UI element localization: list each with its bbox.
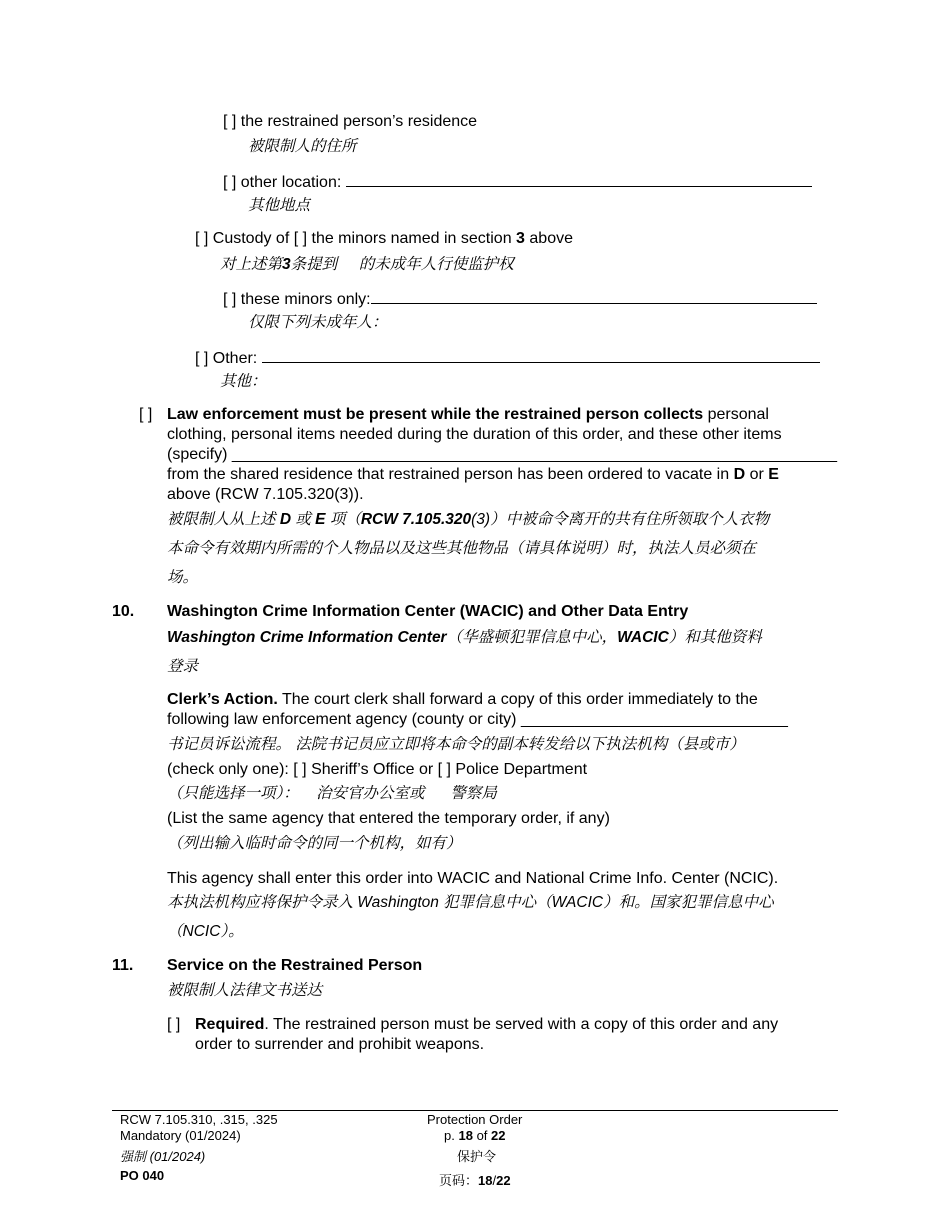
law-enforcement-checkbox[interactable]: [ ] bbox=[139, 406, 153, 423]
check-only-one-zh: （只能选择一项）： 治安官办公室或 警察局 bbox=[167, 785, 497, 802]
law-enforcement-line-5: above (RCW 7.105.320(3)). bbox=[167, 486, 364, 503]
these-minors-blank[interactable] bbox=[371, 288, 817, 304]
residence-option-zh: 被限制人的住所 bbox=[248, 138, 357, 155]
clerk-action-agency-field[interactable]: following law enforcement agency (county or city) ______________________________ bbox=[167, 711, 788, 728]
other-option[interactable]: [ ] Other: bbox=[195, 347, 820, 369]
section-11-title: Service on the Restrained Person bbox=[167, 957, 423, 974]
clerk-action-line-1: Clerk’s Action. The court clerk shall forward a copy of this order immediately to the bbox=[167, 691, 758, 708]
section-11-number: 11. bbox=[112, 957, 134, 974]
footer-page-zh: 页码：18/22 bbox=[439, 1173, 511, 1188]
law-enforcement-line-4: from the shared residence that restrained person has been ordered to vacate in D or E bbox=[167, 466, 779, 483]
these-minors-zh: 仅限下列未成年人： bbox=[248, 314, 388, 331]
footer-rule bbox=[112, 1110, 838, 1111]
custody-option[interactable]: [ ] Custody of [ ] the minors named in section 3 above bbox=[195, 230, 573, 247]
law-enforcement-line-2: clothing, personal items needed during the duration of this order, and these other items bbox=[167, 426, 782, 443]
agency-enter-order: This agency shall enter this order into WACIC and National Crime Info. Center (NCIC). bbox=[167, 870, 779, 887]
section-10-title: Washington Crime Information Center (WACIC) and Other Data Entry bbox=[167, 603, 689, 620]
required-checkbox[interactable]: [ ] bbox=[167, 1016, 181, 1033]
other-blank[interactable] bbox=[262, 347, 820, 363]
footer-mandatory-zh: 强制 (01/2024) bbox=[120, 1149, 206, 1164]
other-zh: 其他： bbox=[220, 373, 267, 390]
law-enforcement-zh-1: 被限制人从上述 D 或 E 项（RCW 7.105.320(3)）中被命令离开的共有住所领取个人衣物 bbox=[167, 511, 770, 528]
custody-zh: 对上述第3条提到 的未成年人行使监护权 bbox=[220, 256, 514, 273]
check-only-one[interactable]: (check only one): [ ] Sheriff’s Office or [ ] Police Department bbox=[167, 761, 588, 778]
required-line-2: order to surrender and prohibit weapons. bbox=[195, 1036, 485, 1053]
law-enforcement-specify[interactable]: (specify) ____________________________________________________________________ bbox=[167, 446, 837, 463]
footer-rcw: RCW 7.105.310, .315, .325 bbox=[120, 1112, 278, 1127]
law-enforcement-zh-3: 场。 bbox=[167, 569, 199, 586]
law-enforcement-line-1: Law enforcement must be present while the restrained person collects personal bbox=[167, 406, 769, 423]
other-location-zh: 其他地点 bbox=[248, 197, 311, 214]
residence-option[interactable]: [ ] the restrained person’s residence bbox=[223, 113, 478, 130]
other-location-option[interactable]: [ ] other location: bbox=[223, 171, 812, 193]
section-11-title-zh: 被限制人法律文书送达 bbox=[167, 982, 323, 999]
footer-form-code: PO 040 bbox=[120, 1168, 165, 1183]
these-minors-option[interactable]: [ ] these minors only: bbox=[223, 288, 817, 310]
other-location-blank[interactable] bbox=[346, 171, 812, 187]
section-10-title-zh: Washington Crime Information Center（华盛顿犯罪信息中心，WACIC）和其他资料 bbox=[167, 629, 762, 646]
footer-title: Protection Order bbox=[427, 1112, 523, 1127]
footer-mandatory: Mandatory (01/2024) bbox=[120, 1128, 241, 1143]
footer-page: p. 18 of 22 bbox=[444, 1128, 506, 1143]
section-10-title-zh-2: 登录 bbox=[167, 658, 199, 675]
required-line-1: Required. The restrained person must be served with a copy of this order and any bbox=[195, 1016, 779, 1033]
agency-enter-order-zh-1: 本执法机构应将保护令录入 Washington 犯罪信息中心（WACIC）和。国家犯罪信息中心 bbox=[167, 894, 774, 911]
law-enforcement-zh-2: 本命令有效期内所需的个人物品以及这些其他物品（请具体说明）时，执法人员必须在 bbox=[167, 540, 757, 557]
section-10-number: 10. bbox=[112, 603, 135, 620]
list-same-agency-zh: （列出输入临时命令的同一个机构，如有） bbox=[167, 835, 462, 852]
footer-title-zh: 保护令 bbox=[457, 1149, 497, 1164]
agency-enter-order-zh-2: （NCIC）。 bbox=[167, 923, 244, 940]
clerk-action-zh: 书记员诉讼流程。 法院书记员应立即将本命令的副本转发给以下执法机构（县或市） bbox=[167, 736, 745, 753]
list-same-agency: (List the same agency that entered the temporary order, if any) bbox=[167, 810, 610, 827]
